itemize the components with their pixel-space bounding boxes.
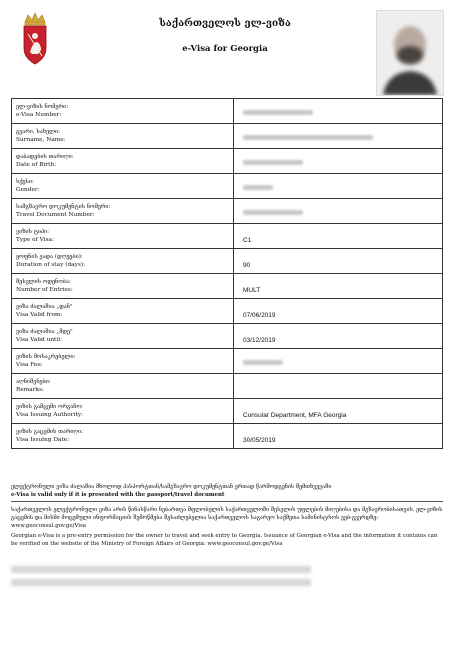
field-value-cell	[234, 99, 443, 124]
field-label-cell	[12, 399, 234, 424]
field-row	[12, 299, 443, 324]
field-row	[12, 324, 443, 349]
field-label-cell	[12, 424, 234, 449]
redacted-value	[243, 110, 313, 115]
field-value: Consular Department, MFA Georgia	[243, 411, 347, 419]
field-value-cell	[234, 399, 443, 424]
validity-note	[11, 483, 443, 499]
field-label-en: Visa Valid from:	[16, 311, 63, 318]
field-label-ka: სქესი:	[16, 178, 34, 185]
field-value-cell	[234, 349, 443, 374]
field-value: 30/05/2019	[243, 436, 276, 444]
field-label-cell	[12, 124, 234, 149]
field-value-cell	[234, 374, 443, 399]
field-value-cell	[234, 124, 443, 149]
field-row	[12, 374, 443, 399]
holder-photo-icon	[376, 10, 444, 96]
field-label-cell	[12, 299, 234, 324]
field-label-en: Type of Visa:	[16, 236, 54, 243]
field-value-cell	[234, 324, 443, 349]
field-label-en: Visa Valid until:	[16, 336, 63, 343]
field-label-cell	[12, 149, 234, 174]
redacted-value	[243, 160, 303, 165]
field-label-cell	[12, 99, 234, 124]
field-label-en: Gender:	[16, 186, 40, 193]
field-label-ka: სამგზავრო დოკუმენტის ნომერი:	[16, 203, 111, 210]
visa-details-table	[11, 98, 443, 449]
field-row	[12, 249, 443, 274]
field-value-cell	[234, 249, 443, 274]
field-label-ka: დაბადების თარიღი:	[16, 153, 74, 160]
field-label-ka: ელ-ვიზის ნომერი:	[16, 103, 69, 110]
document-title-ka: საქართველოს ელ-ვიზა	[159, 18, 291, 29]
field-label-ka: ვიზა ძალაშია „დან"	[16, 303, 73, 310]
field-label-cell	[12, 224, 234, 249]
field-label-en: Number of Entries:	[16, 286, 73, 293]
field-label-en: Visa Issuing Authority:	[16, 411, 83, 418]
field-label-cell	[12, 199, 234, 224]
field-label-en: Travel Document Number:	[16, 211, 95, 218]
field-value-cell	[234, 174, 443, 199]
field-label-ka: ვიზის ტიპი:	[16, 228, 49, 235]
field-row	[12, 149, 443, 174]
field-label-ka: ვიზა ძალაშია „მდე"	[16, 328, 73, 335]
redacted-value	[243, 185, 273, 190]
field-label-ka: ყოფნის ვადა (დღეები):	[16, 253, 83, 260]
field-row	[12, 174, 443, 199]
redacted-value	[243, 135, 373, 140]
field-label-en: e-Visa Number:	[16, 111, 62, 118]
redacted-value	[243, 360, 283, 365]
field-label-cell	[12, 249, 234, 274]
field-value: 07/06/2019	[243, 311, 276, 319]
field-row	[12, 424, 443, 449]
field-row	[12, 274, 443, 299]
field-label-en: Visa Issuing Date:	[16, 436, 70, 443]
mrz-line-2	[11, 579, 311, 586]
field-label-en: Visa Fee:	[16, 361, 43, 368]
field-label-cell	[12, 349, 234, 374]
validity-note-en: e-Visa is valid only if it is presented with the passport/travel document	[11, 492, 225, 498]
divider	[11, 501, 443, 502]
field-value: 90	[243, 261, 251, 269]
validity-note-ka: ელექტრონული ვიზა ძალაშია მხოლოდ პასპორტთან/სამგზავრო დოკუმენტთან ერთად წარმოდგენის შემთხვევაში	[11, 484, 332, 490]
field-value: C1	[243, 236, 252, 244]
info-note-en: Georgian e-Visa is a pre-entry permission for the owner to travel and seek entry to Georgia. Issuance of Georgian e-Visa and the information it contains can be verified on the website of the Ministry of Foreign Affairs of Georgia: www.geoconsul.gov.ge/Visa	[11, 533, 438, 547]
field-label-cell	[12, 374, 234, 399]
field-label-ka: ვიზის მოსაკრებელი:	[16, 353, 76, 360]
field-value-cell	[234, 299, 443, 324]
field-value-cell	[234, 149, 443, 174]
field-value-cell	[234, 424, 443, 449]
field-value-cell	[234, 199, 443, 224]
field-row	[12, 124, 443, 149]
field-label-ka: ვიზის გაცემის თარიღი:	[16, 428, 84, 435]
mrz-line-1	[11, 566, 311, 573]
field-value-cell	[234, 224, 443, 249]
georgia-coat-of-arms-icon	[19, 12, 51, 72]
field-label-cell	[12, 274, 234, 299]
field-label-en: Duration of stay (days):	[16, 261, 86, 268]
field-label-en: Date of Birth:	[16, 161, 57, 168]
info-note-ka: საქართველოს ელექტრონული ვიზა არის წინასწარი ნებართვა მფლობელის საქართველოში შესვლის უფლების მიღებისა და მგზავრობისათვის. ელ-ვიზის გაცემის და მისში მოცემული ინფორმაციის შემოწმება შესაძლებელია საქართველოს საგარეო საქმეთა სამინისტროს ვებ-გვერდზე: www.geoconsul.gov.ge/Visa	[11, 507, 443, 529]
field-label-ka: ვიზის გამცემი ორგანო:	[16, 403, 83, 410]
field-row	[12, 399, 443, 424]
field-label-ka: შესვლის ოდენობა:	[16, 278, 71, 285]
field-row	[12, 199, 443, 224]
document-title-en: e-Visa for Georgia	[182, 44, 268, 54]
field-row	[12, 224, 443, 249]
field-label-ka: გვარი, სახელი:	[16, 128, 60, 135]
field-value: 03/12/2019	[243, 336, 276, 344]
field-value-cell	[234, 274, 443, 299]
field-row	[12, 349, 443, 374]
field-label-cell	[12, 174, 234, 199]
field-value: MULT	[243, 286, 261, 294]
redacted-value	[243, 210, 303, 215]
field-label-en: Remarks:	[16, 386, 44, 393]
field-label-cell	[12, 324, 234, 349]
field-row	[12, 99, 443, 124]
field-label-en: Surname, Name:	[16, 136, 66, 143]
field-label-ka: აღნიშვნები:	[16, 378, 51, 385]
